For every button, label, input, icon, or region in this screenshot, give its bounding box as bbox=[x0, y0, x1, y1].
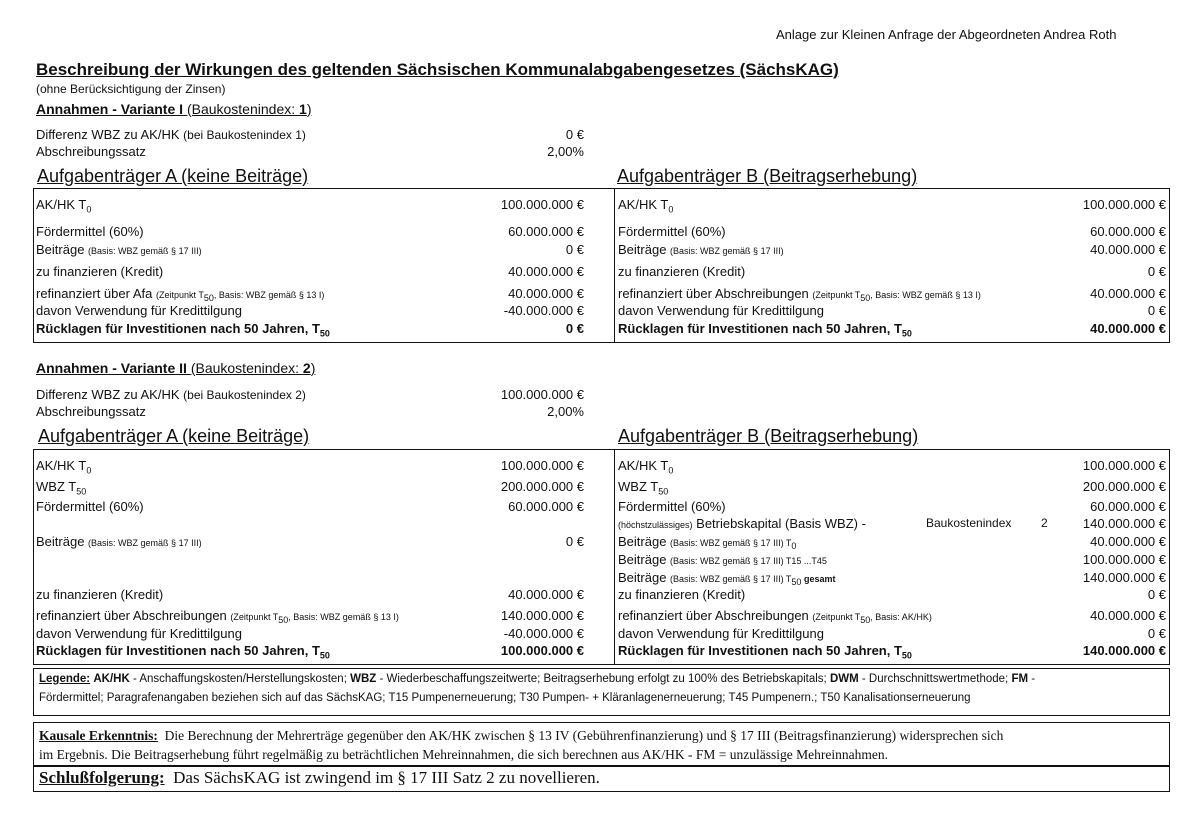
row-label: Fördermittel (60%) bbox=[618, 224, 726, 239]
v2-b-zufin-row bbox=[618, 587, 1166, 602]
v1-a-davon-row bbox=[36, 303, 584, 318]
v2-b-wbz-row bbox=[618, 479, 1166, 497]
variant1-afa-value: 2,00% bbox=[547, 144, 584, 159]
row-value: 200.000.000 € bbox=[1082, 479, 1166, 494]
legend-label: Legende: bbox=[39, 673, 91, 685]
row-label-sub: 50 bbox=[901, 650, 912, 661]
baukostenindex-value: 2 bbox=[1041, 516, 1048, 530]
row-note: , Basis: WBZ gemäß § 13 I) bbox=[213, 290, 325, 300]
row-value: 140.000.000 € bbox=[500, 608, 584, 623]
row-label: WBZ T bbox=[618, 479, 659, 494]
row-label: Fördermittel (60%) bbox=[36, 499, 144, 514]
v2-b-beit1-row bbox=[618, 534, 1166, 551]
row-value: 140.000.000 € bbox=[1082, 570, 1166, 585]
v2-a-refi-row bbox=[36, 608, 584, 625]
row-value: 100.000.000 € bbox=[1082, 552, 1166, 567]
v1-a-beit-row bbox=[36, 242, 584, 257]
v2-b-title: Aufgabenträger B (Beitragserhebung) bbox=[618, 426, 919, 446]
v2-a-zufin-row bbox=[36, 587, 584, 602]
v1-b-davon-row bbox=[618, 303, 1166, 318]
legend-line-2: Fördermittel; Paragrafenangaben beziehen sich auf das SächsKAG; T15 Pumpenerneuerung; T30 Pumpen- + Kläranlagenerneuerung; T45 Pumpenern.; T50 Kanalisationserneuerung bbox=[39, 692, 971, 704]
row-value: 100.000.000 € bbox=[500, 197, 584, 212]
row-value: 60.000.000 € bbox=[508, 499, 584, 514]
variant2-heading-idx: 2 bbox=[302, 360, 311, 376]
row-note: , Basis: AK/HK) bbox=[870, 612, 932, 622]
variant2-diff-value: 100.000.000 € bbox=[500, 387, 584, 402]
v2-a-fm-row bbox=[36, 499, 584, 514]
row-note-bold: gesamt bbox=[803, 574, 836, 584]
diff-label-text: Differenz WBZ zu AK/HK bbox=[36, 387, 180, 402]
v1-a-column bbox=[34, 189, 614, 342]
row-label: Beiträge bbox=[36, 242, 85, 257]
row-label: Rücklagen für Investitionen nach 50 Jahren, T bbox=[618, 321, 902, 336]
column-divider bbox=[614, 189, 615, 342]
row-value: 60.000.000 € bbox=[508, 224, 584, 239]
v2-b-beit2-row bbox=[618, 552, 1166, 567]
row-label: davon Verwendung für Kredittilgung bbox=[618, 303, 824, 318]
row-note: , Basis: WBZ gemäß § 13 I) bbox=[870, 290, 981, 300]
legend-text: - Anschaffungskosten/Herstellungskosten; bbox=[129, 673, 351, 685]
legend-key: AK/HK bbox=[93, 673, 130, 685]
row-label: WBZ T bbox=[36, 479, 77, 494]
variant1-table bbox=[33, 188, 1170, 343]
row-value: 100.000.000 € bbox=[500, 643, 584, 658]
variant2-diff-label bbox=[36, 387, 306, 402]
diff-label-note: (bei Baukostenindex 1) bbox=[183, 128, 306, 142]
row-note: (Basis: WBZ gemäß § 17 III) T bbox=[670, 538, 792, 548]
schluss-label: Schlußfolgerung: bbox=[39, 768, 165, 787]
row-label: davon Verwendung für Kredittilgung bbox=[36, 303, 242, 318]
row-value: 0 € bbox=[565, 321, 584, 336]
row-label: AK/HK T bbox=[36, 458, 87, 473]
kausal-line-1 bbox=[39, 726, 1164, 745]
variant2-heading bbox=[36, 360, 315, 376]
row-label-sub: 50 bbox=[901, 328, 912, 339]
variant2-table bbox=[33, 449, 1170, 665]
row-value: 0 € bbox=[1147, 587, 1166, 602]
row-value: 40.000.000 € bbox=[508, 286, 584, 301]
row-value: 60.000.000 € bbox=[1090, 499, 1166, 514]
row-note: (Zeitpunkt T bbox=[155, 290, 204, 300]
schluss-box bbox=[33, 766, 1170, 792]
row-label: Betriebskapital (Basis WBZ) - bbox=[696, 516, 866, 531]
row-label: refinanziert über Afa bbox=[36, 286, 153, 301]
row-value: 40.000.000 € bbox=[1090, 242, 1166, 257]
row-value: -40.000.000 € bbox=[503, 303, 584, 318]
row-note-sub: 50 bbox=[203, 292, 214, 303]
row-note: (Basis: WBZ gemäß § 17 III) T bbox=[670, 574, 792, 584]
row-note-sub: 50 bbox=[791, 576, 802, 587]
legend-line-1 bbox=[39, 670, 1164, 689]
document-title: Beschreibung der Wirkungen des geltenden Sächsischen Kommunalabgabengesetzes (SächsKAG) bbox=[36, 60, 839, 79]
row-note: (Basis: WBZ gemäß § 17 III) T15 ...T45 bbox=[670, 556, 827, 566]
row-value: 0 € bbox=[565, 242, 584, 257]
row-value: 40.000.000 € bbox=[508, 587, 584, 602]
v2-a-davon-row bbox=[36, 626, 584, 641]
v1-b-beit-row bbox=[618, 242, 1166, 257]
variant1-afa-label: Abschreibungssatz bbox=[36, 144, 146, 159]
title-note: (ohne Berücksichtigung der Zinsen) bbox=[36, 82, 226, 96]
row-note: (höchstzulässiges) bbox=[618, 520, 693, 530]
v1-b-fm-row bbox=[618, 224, 1166, 239]
row-value: -40.000.000 € bbox=[503, 626, 584, 641]
v2-a-beit-row bbox=[36, 534, 584, 549]
legend-key: WBZ bbox=[350, 673, 377, 685]
row-label: zu finanzieren (Kredit) bbox=[618, 587, 746, 602]
row-label-sub: 0 bbox=[86, 204, 92, 215]
row-label: Rücklagen für Investitionen nach 50 Jahren, T bbox=[618, 643, 902, 658]
row-note: (Basis: WBZ gemäß § 17 III) bbox=[88, 246, 202, 256]
v1-a-rueck-row bbox=[36, 321, 584, 339]
row-label: Fördermittel (60%) bbox=[36, 224, 144, 239]
v1-a-refi-row bbox=[36, 286, 584, 303]
row-label: Rücklagen für Investitionen nach 50 Jahren, T bbox=[36, 643, 320, 658]
variant1-heading-label: Annahmen - Variante I bbox=[36, 101, 184, 117]
kausal-line-2: im Ergebnis. Die Beitragserhebung führt regelmäßig zu beträchtlichen Mehreinnahmen, die sich berechnen aus AK/HK - FM = unzulässige Mehreinnahmen. bbox=[39, 747, 888, 762]
row-label: zu finanzieren (Kredit) bbox=[36, 587, 164, 602]
row-value: 40.000.000 € bbox=[1090, 534, 1166, 549]
v2-a-akhk-row bbox=[36, 458, 584, 476]
v2-b-akhk-row bbox=[618, 458, 1166, 476]
row-label: Beiträge bbox=[618, 534, 667, 549]
v1-b-title: Aufgabenträger B (Beitragserhebung) bbox=[617, 166, 918, 186]
diff-label-text: Differenz WBZ zu AK/HK bbox=[36, 127, 180, 142]
kausal-label: Kausale Erkenntnis: bbox=[39, 728, 158, 743]
row-note-sub: 50 bbox=[278, 614, 289, 625]
row-note-sub: 50 bbox=[860, 292, 871, 303]
variant1-heading-idx-label: (Baukostenindex: bbox=[186, 101, 300, 117]
row-label: Rücklagen für Investitionen nach 50 Jahren, T bbox=[36, 321, 320, 336]
v1-a-fm-row bbox=[36, 224, 584, 239]
variant1-heading-end: ) bbox=[306, 101, 312, 117]
variant2-heading-label: Annahmen - Variante II bbox=[36, 360, 187, 376]
row-value: 100.000.000 € bbox=[1082, 458, 1166, 473]
v2-a-title: Aufgabenträger A (keine Beiträge) bbox=[38, 426, 310, 446]
v2-a-column bbox=[34, 450, 614, 664]
variant1-diff-value: 0 € bbox=[565, 127, 584, 142]
legend-key: DWM bbox=[829, 673, 859, 685]
row-value: 100.000.000 € bbox=[500, 458, 584, 473]
v2-b-davon-row bbox=[618, 626, 1166, 641]
row-label: AK/HK T bbox=[36, 197, 87, 212]
v2-b-rueck-row bbox=[618, 643, 1166, 661]
row-value: 0 € bbox=[565, 534, 584, 549]
row-note-sub: 50 bbox=[860, 614, 871, 625]
row-label-sub: 50 bbox=[658, 486, 669, 497]
v1-b-refi-row bbox=[618, 286, 1166, 303]
row-label: davon Verwendung für Kredittilgung bbox=[618, 626, 824, 641]
v2-b-beit3-row bbox=[618, 570, 1166, 587]
variant2-afa-value: 2,00% bbox=[547, 404, 584, 419]
variant2-afa-label: Abschreibungssatz bbox=[36, 404, 146, 419]
row-label: AK/HK T bbox=[618, 197, 669, 212]
row-note: (Zeitpunkt T bbox=[230, 612, 279, 622]
v2-b-refi-row bbox=[618, 608, 1166, 625]
row-value: 0 € bbox=[1147, 626, 1166, 641]
row-label: Beiträge bbox=[618, 242, 667, 257]
row-note: (Basis: WBZ gemäß § 17 III) bbox=[88, 538, 202, 548]
v2-a-rueck-row bbox=[36, 643, 584, 661]
row-label: refinanziert über Abschreibungen bbox=[618, 286, 809, 301]
row-value: 40.000.000 € bbox=[1090, 286, 1166, 301]
v1-a-akhk-row bbox=[36, 197, 584, 215]
row-value: 40.000.000 € bbox=[508, 264, 584, 279]
row-value: 140.000.000 € bbox=[1082, 516, 1166, 531]
legend-key: FM bbox=[1011, 673, 1029, 685]
v2-b-column bbox=[616, 450, 1169, 664]
row-note-sub: 0 bbox=[791, 540, 797, 551]
row-note: , Basis: WBZ gemäß § 13 I) bbox=[288, 612, 399, 622]
v2-b-fm-row bbox=[618, 499, 1166, 514]
legend-text: - Durchschnittswertmethode; bbox=[858, 673, 1012, 685]
row-label: refinanziert über Abschreibungen bbox=[618, 608, 809, 623]
row-label: zu finanzieren (Kredit) bbox=[36, 264, 164, 279]
row-value: 0 € bbox=[1147, 264, 1166, 279]
v1-b-rueck-row bbox=[618, 321, 1166, 339]
schluss-text: Das SächsKAG ist zwingend im § 17 III Satz 2 zu novellieren. bbox=[173, 768, 600, 787]
row-value: 100.000.000 € bbox=[1082, 197, 1166, 212]
kausal-text: Die Berechnung der Mehrerträge gegenüber den AK/HK zwischen § 13 IV (Gebührenfinanzierung) und § 17 III (Beitragsfinanzierung) widersprechen sich bbox=[164, 728, 1004, 743]
legend-box bbox=[33, 668, 1170, 716]
v2-a-wbz-row bbox=[36, 479, 584, 497]
row-label: zu finanzieren (Kredit) bbox=[618, 264, 746, 279]
row-value: 40.000.000 € bbox=[1090, 321, 1166, 336]
row-label: AK/HK T bbox=[618, 458, 669, 473]
row-value: 40.000.000 € bbox=[1090, 608, 1166, 623]
column-divider bbox=[614, 450, 615, 664]
row-label-sub: 50 bbox=[319, 328, 330, 339]
row-label: Beiträge bbox=[618, 552, 667, 567]
variant2-heading-idx-label: (Baukostenindex: bbox=[190, 360, 303, 376]
v2-b-bk-row bbox=[618, 516, 1166, 531]
row-label-sub: 50 bbox=[76, 486, 87, 497]
row-note: (Basis: WBZ gemäß § 17 III) bbox=[670, 246, 784, 256]
row-label-sub: 50 bbox=[319, 650, 330, 661]
row-label: Beiträge bbox=[618, 570, 667, 585]
legend-text: - bbox=[1028, 673, 1036, 685]
variant2-heading-end: ) bbox=[310, 360, 316, 376]
variant1-diff-label bbox=[36, 127, 306, 142]
v1-b-zufin-row bbox=[618, 264, 1166, 279]
variant1-heading bbox=[36, 101, 311, 117]
row-note: (Zeitpunkt T bbox=[812, 612, 861, 622]
diff-label-note: (bei Baukostenindex 2) bbox=[183, 388, 306, 402]
row-value: 200.000.000 € bbox=[500, 479, 584, 494]
baukostenindex-label: Baukostenindex bbox=[926, 516, 1012, 530]
v1-b-akhk-row bbox=[618, 197, 1166, 215]
kausal-box bbox=[33, 722, 1170, 766]
row-note: (Zeitpunkt T bbox=[812, 290, 861, 300]
row-label: Fördermittel (60%) bbox=[618, 499, 726, 514]
header-note: Anlage zur Kleinen Anfrage der Abgeordneten Andrea Roth bbox=[776, 27, 1117, 42]
v1-a-zufin-row bbox=[36, 264, 584, 279]
row-value: 60.000.000 € bbox=[1090, 224, 1166, 239]
v1-a-title: Aufgabenträger A (keine Beiträge) bbox=[37, 166, 309, 186]
row-value: 0 € bbox=[1147, 303, 1166, 318]
row-label-sub: 0 bbox=[668, 465, 674, 476]
row-value: 140.000.000 € bbox=[1082, 643, 1166, 658]
row-label: Beiträge bbox=[36, 534, 85, 549]
row-label-sub: 0 bbox=[86, 465, 92, 476]
row-label-sub: 0 bbox=[668, 204, 674, 215]
row-label: davon Verwendung für Kredittilgung bbox=[36, 626, 242, 641]
variant1-heading-idx: 1 bbox=[299, 101, 307, 117]
legend-text: - Wiederbeschaffungszeitwerte; Beitragserhebung erfolgt zu 100% des Betriebskapitals; bbox=[376, 673, 830, 685]
v1-b-column bbox=[616, 189, 1169, 342]
row-label: refinanziert über Abschreibungen bbox=[36, 608, 227, 623]
